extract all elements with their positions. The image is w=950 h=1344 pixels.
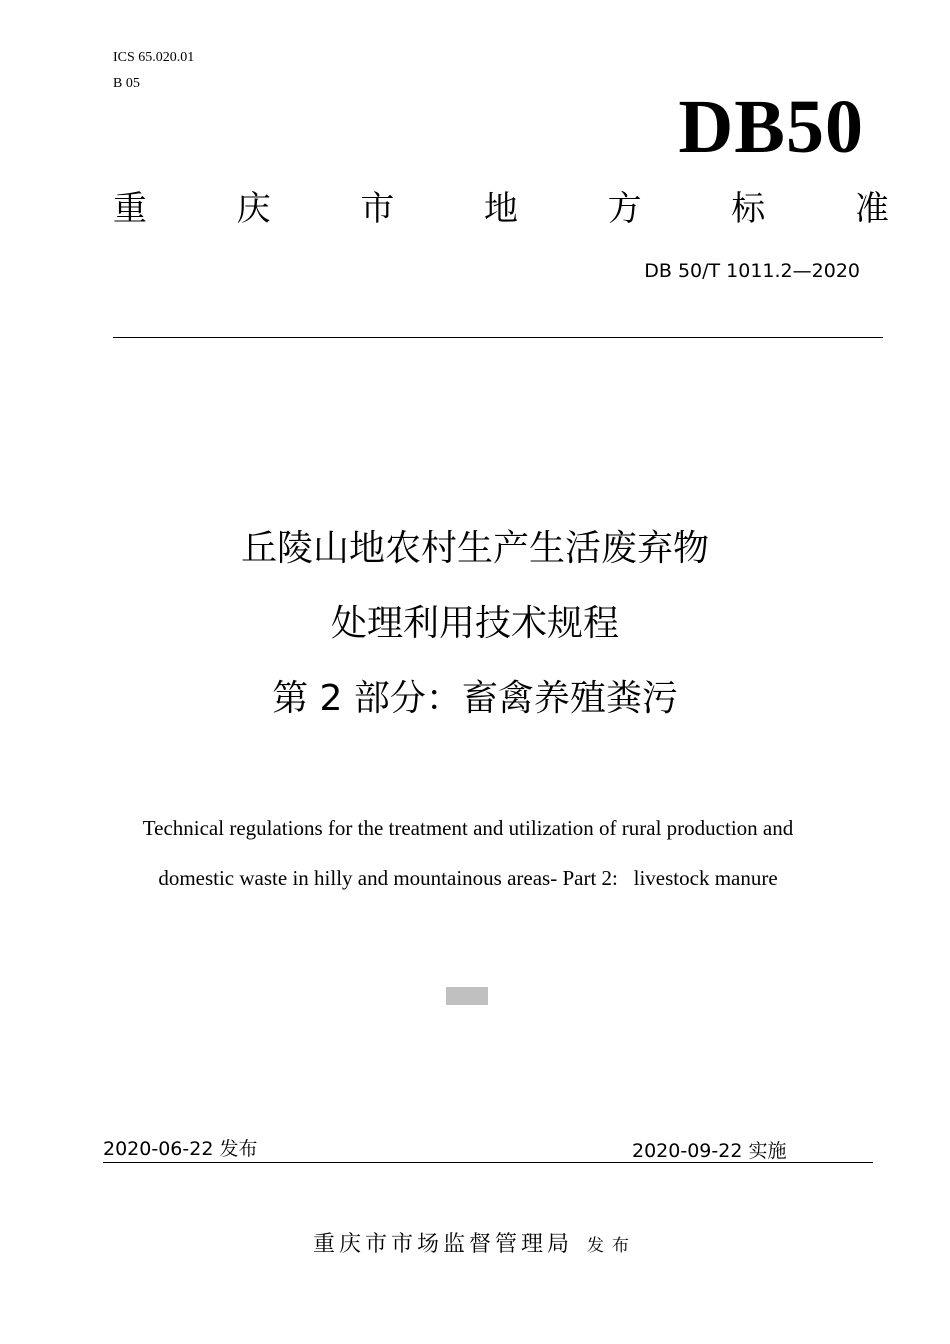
standard-type-char: 庆 <box>236 189 271 229</box>
implementation-date: 2020-09-22 实施 <box>632 1140 787 1162</box>
draft-status-box <box>446 987 488 1005</box>
standard-type-char: 准 <box>854 189 889 229</box>
ics-code: ICS 65.020.01 <box>113 50 195 65</box>
standard-logo: DB50 <box>678 85 864 169</box>
publisher <box>0 1230 950 1261</box>
english-title-line-1: Technical regulations for the treatment and utilization of rural production and <box>142 816 794 840</box>
title-line-3: 第 2 部分：畜禽养殖粪污 <box>272 678 678 719</box>
header-divider <box>113 337 883 338</box>
standard-number: DB 50/T 1011.2—2020 <box>644 260 860 282</box>
publisher-action: 发布 <box>587 1236 637 1256</box>
standard-type-char: 地 <box>483 189 518 229</box>
standard-type-char: 市 <box>360 189 395 229</box>
english-title-line-2: domestic waste in hilly and mountainous areas- Part 2: livestock manure <box>158 866 778 890</box>
title-line-1: 丘陵山地农村生产生活废弃物 <box>240 528 709 569</box>
issue-date: 2020-06-22 发布 <box>103 1138 258 1160</box>
publisher-organization: 重庆市市场监督管理局 <box>312 1232 573 1257</box>
standard-type-char: 重 <box>113 189 147 229</box>
title-line-2: 处理利用技术规程 <box>330 603 619 644</box>
standard-type <box>113 188 889 230</box>
standard-type-char: 方 <box>607 189 642 229</box>
footer-divider <box>103 1162 873 1163</box>
ccs-code: B 05 <box>113 76 140 91</box>
standard-type-char: 标 <box>731 189 766 229</box>
